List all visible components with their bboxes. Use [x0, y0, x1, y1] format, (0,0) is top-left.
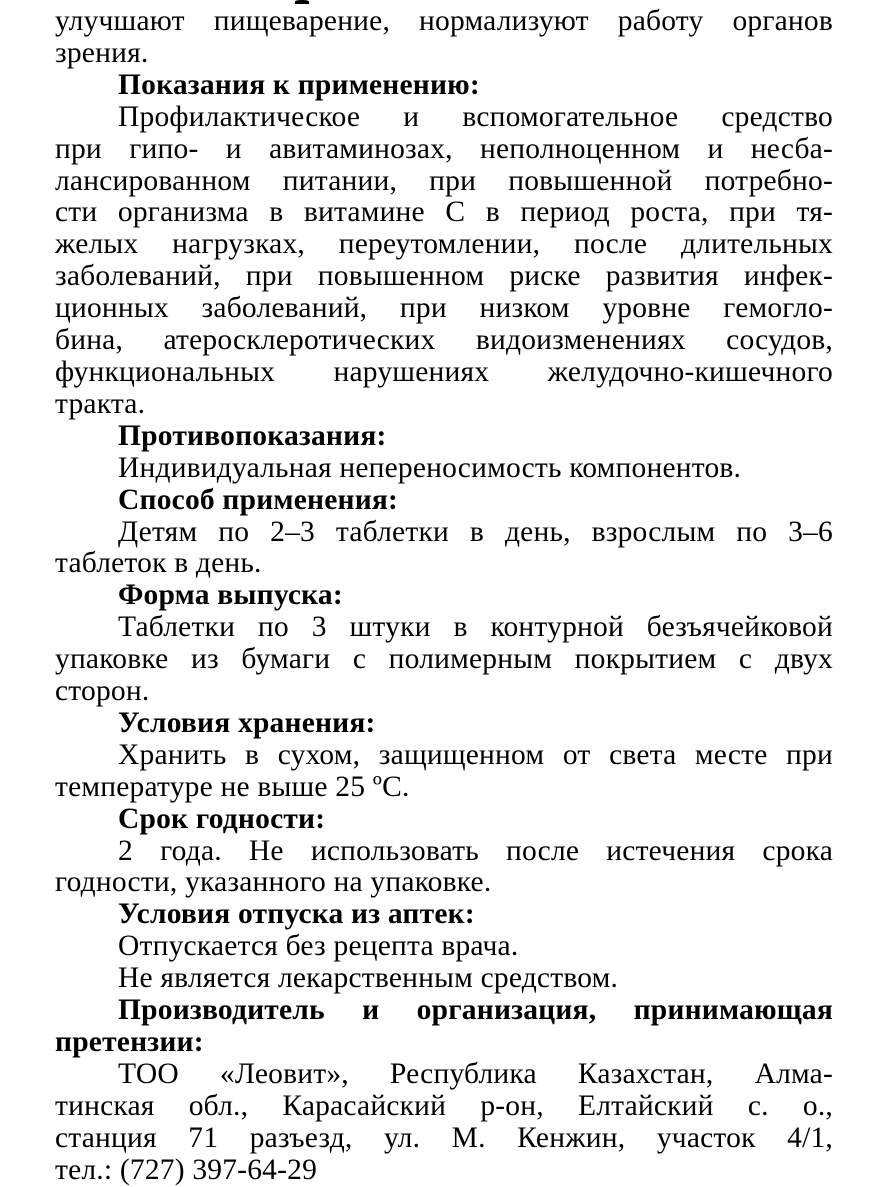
text-line: тракта. [55, 387, 146, 420]
text-column [55, 6, 833, 1187]
text-line: улучшают пищеварение, нормализуют работу органов [55, 5, 833, 37]
text-line: заболеваний, при повышенном риске развития инфек- [55, 260, 833, 293]
text-line: температуре не выше 25 ºС. [55, 770, 410, 803]
section-heading: Условия отпуска из аптек: [118, 898, 475, 931]
text-line: лансированном питании, при повышенной потребно- [55, 164, 833, 197]
text-line: таблеток в день. [55, 547, 262, 580]
text-line: Детям по 2–3 таблетки в день, взрослым по 3–6 [118, 515, 833, 548]
text-line: 2 года. Не использовать после истечения срока [118, 834, 833, 867]
section-heading: Способ применения: [118, 483, 399, 516]
text-line: Профилактическое и вспомогательное средство [118, 100, 833, 133]
section-heading: Противопоказания: [118, 419, 387, 452]
text-line: годности, указанного на упаковке. [55, 866, 492, 899]
text-line: ционных заболеваний, при низком уровне гемогло- [55, 292, 833, 325]
text-line: Не является лекарственным средством. [118, 962, 619, 995]
section-heading: Условия хранения: [118, 706, 376, 739]
scan-artifact [295, 0, 309, 4]
text-line: желых нагрузках, переутомлении, после длительных [55, 228, 833, 261]
section-heading: Показания к применению: [118, 68, 480, 101]
text-line: Отпускается без рецепта врача. [118, 930, 519, 963]
text-line: ТОО «Леовит», Республика Казахстан, Алма- [118, 1057, 833, 1090]
text-line: упаковке из бумаги с полимерным покрытием с двух [55, 643, 833, 676]
text-line: Индивидуальная непереносимость компонентов. [118, 451, 742, 484]
text-line: тел.: (727) 397-64-29 [55, 1153, 318, 1186]
document-page [55, 6, 833, 1187]
text-line: бина, атеросклеротических видоизменениях сосудов, [55, 324, 833, 357]
section-heading: Производитель и организация, принимающая [118, 994, 833, 1027]
section-heading: претензии: [55, 1026, 204, 1058]
section-heading: Форма выпуска: [118, 579, 343, 612]
text-line: Хранить в сухом, защищенном от света месте при [118, 738, 833, 771]
text-line: Таблетки по 3 штуки в контурной безъячейковой [118, 611, 833, 644]
text-line: сти организма в витамине С в период роста, при тя- [55, 196, 833, 229]
text-line: зрения. [55, 36, 149, 69]
text-line: сторон. [55, 675, 150, 708]
text-line: при гипо- и авитаминозах, неполноценном и несба- [55, 132, 833, 165]
section-heading: Срок годности: [118, 802, 326, 835]
text-line: тинская обл., Карасайский р-он, Елтайский с. о., [55, 1089, 833, 1122]
text-line: станция 71 разъезд, ул. М. Кенжин, участок 4/1, [55, 1121, 833, 1154]
text-line: функциональных нарушениях желудочно-кишечного [55, 355, 833, 388]
